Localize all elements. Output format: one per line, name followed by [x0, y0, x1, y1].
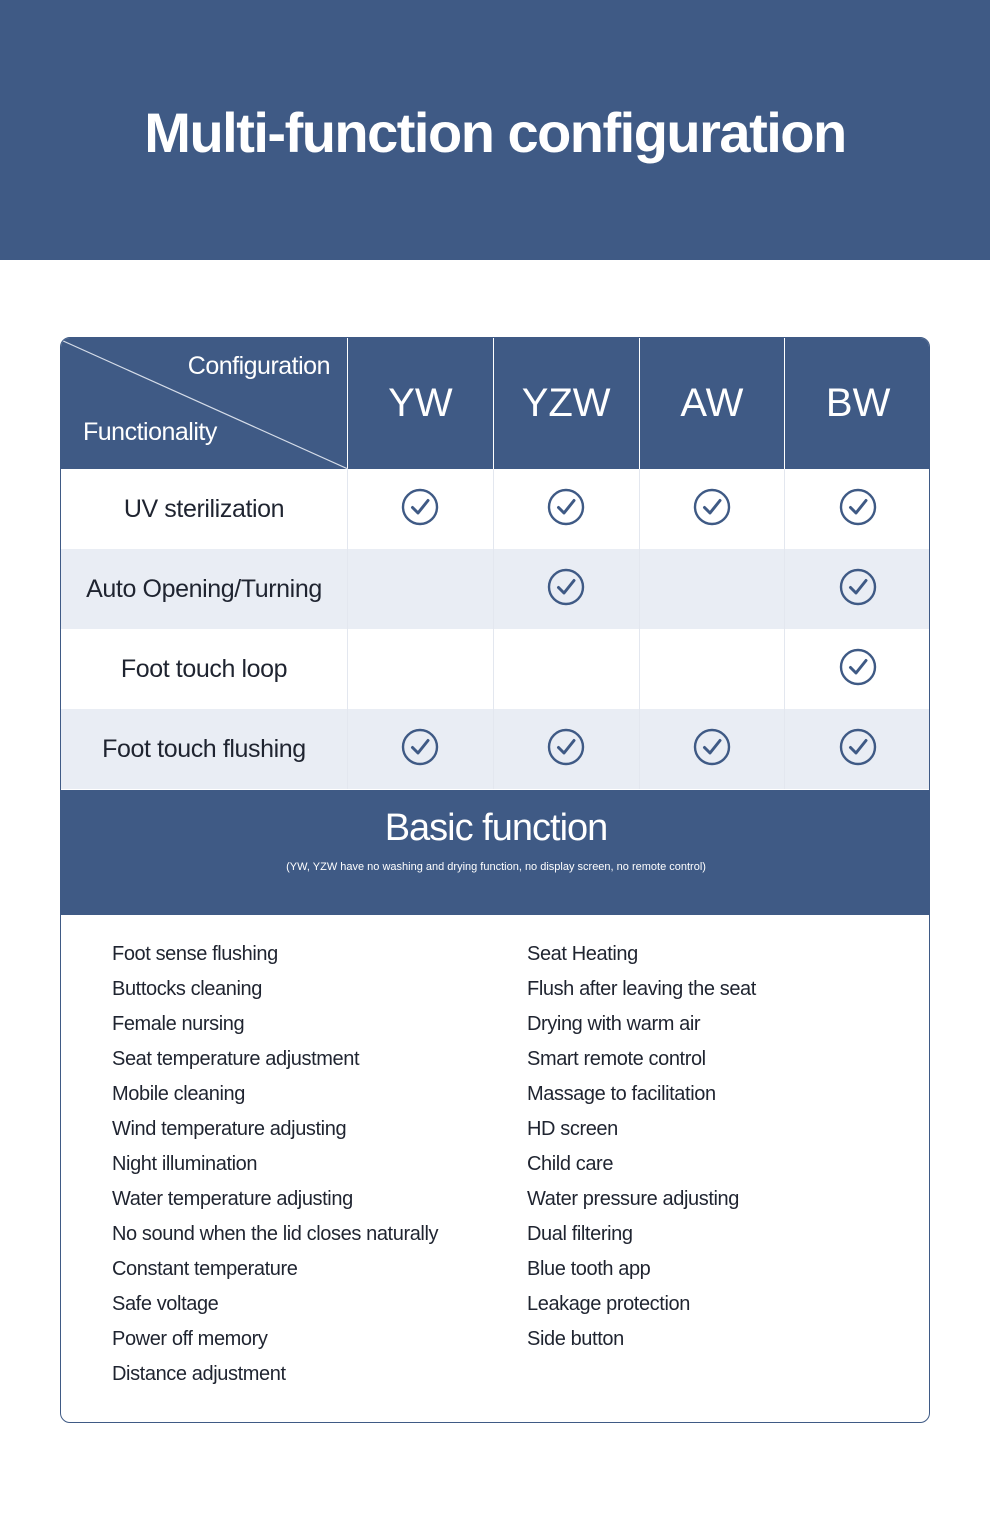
page-title: Multi-function configuration [144, 101, 846, 164]
check-circle-icon [547, 728, 585, 771]
row-label: UV sterilization [61, 469, 348, 549]
check-circle-icon [839, 728, 877, 771]
table-body [61, 469, 930, 789]
check-circle-icon [693, 728, 731, 771]
feature-item: Wind temperature adjusting [112, 1118, 347, 1140]
table-cell [494, 549, 640, 629]
header-banner [0, 0, 990, 260]
table-corner-header [61, 338, 348, 469]
feature-item: Seat Heating [527, 943, 638, 965]
corner-label-configuration: Configuration [187, 352, 330, 380]
table-row [61, 629, 930, 709]
table-cell [348, 629, 494, 709]
table-cell [640, 469, 786, 549]
column-header-bw: BW [825, 381, 891, 425]
check-circle-icon [839, 488, 877, 531]
basic-function-banner [61, 790, 930, 915]
check-circle-icon [401, 728, 439, 771]
feature-item: Dual filtering [527, 1223, 633, 1245]
feature-item: Safe voltage [112, 1293, 219, 1315]
feature-item: Massage to facilitation [527, 1083, 716, 1105]
row-label: Foot touch flushing [61, 709, 348, 789]
feature-item: Foot sense flushing [112, 943, 278, 965]
feature-item: Power off memory [112, 1328, 268, 1350]
comparison-card [60, 337, 930, 1423]
table-cell [348, 469, 494, 549]
feature-column-left [112, 937, 438, 1392]
feature-item: Water pressure adjusting [527, 1188, 739, 1210]
feature-item: Night illumination [112, 1153, 258, 1175]
table-cell [640, 709, 786, 789]
feature-item: Child care [527, 1153, 614, 1175]
feature-item: Blue tooth app [527, 1258, 651, 1280]
table-cell [494, 469, 640, 549]
table-cell [640, 549, 786, 629]
table-cell [348, 709, 494, 789]
feature-item: Mobile cleaning [112, 1083, 245, 1105]
feature-item: Buttocks cleaning [112, 978, 262, 1000]
check-circle-icon [401, 488, 439, 531]
table-row [61, 469, 930, 549]
feature-item: Leakage protection [527, 1293, 690, 1315]
column-header-aw: AW [640, 338, 786, 469]
feature-item: Female nursing [112, 1013, 245, 1035]
feature-item: HD screen [527, 1118, 618, 1140]
table-cell [785, 549, 930, 629]
check-circle-icon [547, 488, 585, 531]
basic-function-note: (YW, YZW have no washing and drying function, no display screen, no remote control) [286, 861, 706, 873]
table-cell [785, 709, 930, 789]
table-cell [348, 549, 494, 629]
check-circle-icon [839, 568, 877, 611]
feature-item: Seat temperature adjustment [112, 1048, 360, 1070]
row-label: Foot touch loop [61, 629, 348, 709]
table-row [61, 549, 930, 629]
table-row [61, 709, 930, 789]
table-cell [494, 709, 640, 789]
feature-column-right [527, 937, 756, 1357]
feature-item: Drying with warm air [527, 1013, 701, 1035]
feature-item: Side button [527, 1328, 624, 1350]
corner-label-functionality: Functionality [83, 418, 217, 446]
feature-item: Water temperature adjusting [112, 1188, 353, 1210]
feature-item: Flush after leaving the seat [527, 978, 756, 1000]
feature-item: Constant temperature [112, 1258, 298, 1280]
table-cell [785, 469, 930, 549]
table-cell [640, 629, 786, 709]
check-circle-icon [693, 488, 731, 531]
table-cell [494, 629, 640, 709]
feature-item: Distance adjustment [112, 1363, 286, 1385]
table-cell [785, 629, 930, 709]
feature-item: Smart remote control [527, 1048, 706, 1070]
row-label: Auto Opening/Turning [61, 549, 348, 629]
feature-item: No sound when the lid closes naturally [112, 1223, 439, 1245]
basic-function-title: Basic function [384, 807, 608, 849]
column-header-yw: YW [348, 338, 494, 469]
check-circle-icon [547, 568, 585, 611]
column-header-yzw: YZW [494, 338, 640, 469]
check-circle-icon [839, 648, 877, 691]
table-header [61, 338, 930, 469]
